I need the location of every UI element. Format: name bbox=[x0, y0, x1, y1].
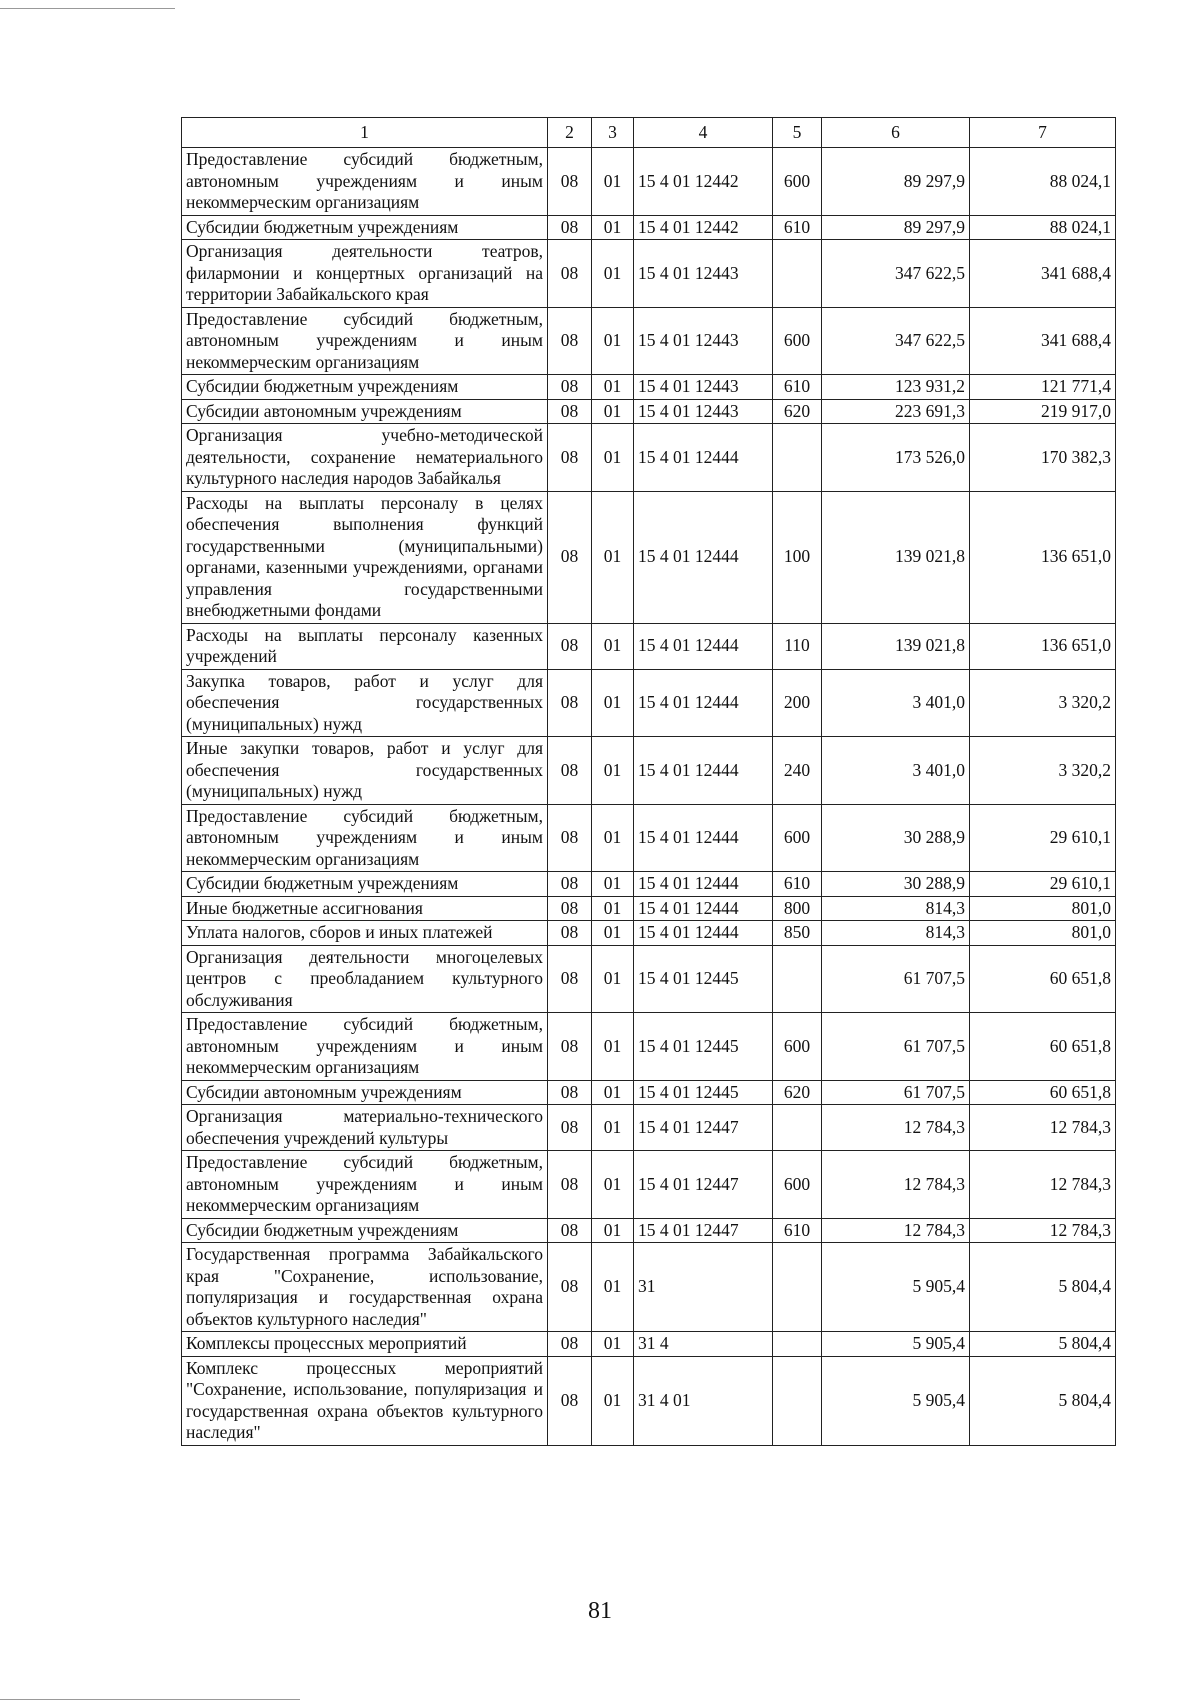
amount-year1-cell: 814,3 bbox=[822, 896, 970, 921]
table-row bbox=[182, 1080, 1116, 1105]
amount-year2-cell: 60 651,8 bbox=[970, 945, 1116, 1013]
amount-year2-cell: 12 784,3 bbox=[970, 1218, 1116, 1243]
amount-year2-cell: 3 320,2 bbox=[970, 737, 1116, 805]
section-code-cell: 08 bbox=[548, 1332, 592, 1357]
table-row bbox=[182, 669, 1116, 737]
amount-year2-cell: 60 651,8 bbox=[970, 1013, 1116, 1081]
table-row bbox=[182, 1218, 1116, 1243]
amount-year1-cell: 223 691,3 bbox=[822, 399, 970, 424]
subsection-code-cell: 01 bbox=[592, 804, 634, 872]
budget-table bbox=[181, 117, 1116, 1446]
section-code-cell: 08 bbox=[548, 1243, 592, 1332]
table-row bbox=[182, 945, 1116, 1013]
target-article-cell: 15 4 01 12444 bbox=[634, 424, 773, 492]
page-number: 81 bbox=[588, 1598, 612, 1624]
subsection-code-cell: 01 bbox=[592, 1080, 634, 1105]
section-code-cell: 08 bbox=[548, 1218, 592, 1243]
subsection-code-cell: 01 bbox=[592, 240, 634, 308]
expense-type-cell: 200 bbox=[773, 669, 822, 737]
table-row bbox=[182, 921, 1116, 946]
target-article-cell: 15 4 01 12444 bbox=[634, 737, 773, 805]
table-row bbox=[182, 896, 1116, 921]
table-row bbox=[182, 1013, 1116, 1081]
subsection-code-cell: 01 bbox=[592, 375, 634, 400]
row-name-cell: Предоставление субсидий бюджетным, автономным учреждениям и иным некоммерческим организациям bbox=[182, 1013, 548, 1081]
amount-year2-cell: 5 804,4 bbox=[970, 1243, 1116, 1332]
amount-year1-cell: 139 021,8 bbox=[822, 491, 970, 623]
amount-year2-cell: 341 688,4 bbox=[970, 307, 1116, 375]
row-name-cell: Предоставление субсидий бюджетным, автономным учреждениям и иным некоммерческим организациям bbox=[182, 1151, 548, 1219]
section-code-cell: 08 bbox=[548, 491, 592, 623]
subsection-code-cell: 01 bbox=[592, 623, 634, 669]
row-name-cell: Предоставление субсидий бюджетным, автономным учреждениям и иным некоммерческим организациям bbox=[182, 804, 548, 872]
expense-type-cell bbox=[773, 1332, 822, 1357]
subsection-code-cell: 01 bbox=[592, 491, 634, 623]
target-article-cell: 15 4 01 12445 bbox=[634, 945, 773, 1013]
section-code-cell: 08 bbox=[548, 1013, 592, 1081]
expense-type-cell bbox=[773, 1105, 822, 1151]
subsection-code-cell: 01 bbox=[592, 872, 634, 897]
subsection-code-cell: 01 bbox=[592, 148, 634, 216]
row-name-cell: Субсидии бюджетным учреждениям bbox=[182, 872, 548, 897]
amount-year1-cell: 12 784,3 bbox=[822, 1151, 970, 1219]
amount-year1-cell: 814,3 bbox=[822, 921, 970, 946]
row-name-cell: Расходы на выплаты персоналу в целях обеспечения выполнения функций государственными (муниципальными) органами, казенными учреждениями, органами управления государственными внебюджетными фондами bbox=[182, 491, 548, 623]
amount-year2-cell: 12 784,3 bbox=[970, 1105, 1116, 1151]
section-code-cell: 08 bbox=[548, 804, 592, 872]
expense-type-cell bbox=[773, 1243, 822, 1332]
row-name-cell: Иные бюджетные ассигнования bbox=[182, 896, 548, 921]
section-code-cell: 08 bbox=[548, 737, 592, 805]
expense-type-cell: 620 bbox=[773, 1080, 822, 1105]
subsection-code-cell: 01 bbox=[592, 215, 634, 240]
scan-edge-line bbox=[0, 1699, 300, 1700]
amount-year1-cell: 173 526,0 bbox=[822, 424, 970, 492]
expense-type-cell: 610 bbox=[773, 215, 822, 240]
amount-year1-cell: 61 707,5 bbox=[822, 945, 970, 1013]
expense-type-cell: 600 bbox=[773, 1013, 822, 1081]
row-name-cell: Государственная программа Забайкальского края "Сохранение, использование, популяризация и государственная охрана объектов культурного наследия" bbox=[182, 1243, 548, 1332]
expense-type-cell bbox=[773, 1356, 822, 1445]
expense-type-cell: 800 bbox=[773, 896, 822, 921]
table-row bbox=[182, 623, 1116, 669]
section-code-cell: 08 bbox=[548, 1151, 592, 1219]
header-cell-7: 7 bbox=[970, 118, 1116, 148]
amount-year1-cell: 61 707,5 bbox=[822, 1013, 970, 1081]
target-article-cell: 15 4 01 12447 bbox=[634, 1105, 773, 1151]
target-article-cell: 15 4 01 12444 bbox=[634, 872, 773, 897]
scan-edge-line bbox=[0, 8, 175, 9]
amount-year2-cell: 136 651,0 bbox=[970, 623, 1116, 669]
table-row bbox=[182, 399, 1116, 424]
amount-year1-cell: 12 784,3 bbox=[822, 1218, 970, 1243]
subsection-code-cell: 01 bbox=[592, 1151, 634, 1219]
amount-year1-cell: 347 622,5 bbox=[822, 307, 970, 375]
section-code-cell: 08 bbox=[548, 240, 592, 308]
header-cell-1: 1 bbox=[182, 118, 548, 148]
subsection-code-cell: 01 bbox=[592, 1332, 634, 1357]
target-article-cell: 15 4 01 12442 bbox=[634, 215, 773, 240]
row-name-cell: Субсидии автономным учреждениям bbox=[182, 399, 548, 424]
row-name-cell: Субсидии бюджетным учреждениям bbox=[182, 215, 548, 240]
table-row bbox=[182, 1332, 1116, 1357]
subsection-code-cell: 01 bbox=[592, 945, 634, 1013]
section-code-cell: 08 bbox=[548, 148, 592, 216]
subsection-code-cell: 01 bbox=[592, 424, 634, 492]
section-code-cell: 08 bbox=[548, 921, 592, 946]
subsection-code-cell: 01 bbox=[592, 1218, 634, 1243]
table-row bbox=[182, 148, 1116, 216]
row-name-cell: Организация материально-технического обеспечения учреждений культуры bbox=[182, 1105, 548, 1151]
amount-year1-cell: 3 401,0 bbox=[822, 737, 970, 805]
subsection-code-cell: 01 bbox=[592, 307, 634, 375]
table-row bbox=[182, 1356, 1116, 1445]
amount-year2-cell: 88 024,1 bbox=[970, 148, 1116, 216]
target-article-cell: 31 4 bbox=[634, 1332, 773, 1357]
table-row bbox=[182, 240, 1116, 308]
expense-type-cell: 110 bbox=[773, 623, 822, 669]
header-cell-4: 4 bbox=[634, 118, 773, 148]
section-code-cell: 08 bbox=[548, 215, 592, 240]
amount-year2-cell: 88 024,1 bbox=[970, 215, 1116, 240]
amount-year1-cell: 89 297,9 bbox=[822, 215, 970, 240]
table-header-row bbox=[182, 118, 1116, 148]
amount-year2-cell: 801,0 bbox=[970, 921, 1116, 946]
row-name-cell: Субсидии бюджетным учреждениям bbox=[182, 1218, 548, 1243]
section-code-cell: 08 bbox=[548, 1105, 592, 1151]
subsection-code-cell: 01 bbox=[592, 1356, 634, 1445]
header-cell-5: 5 bbox=[773, 118, 822, 148]
target-article-cell: 15 4 01 12444 bbox=[634, 921, 773, 946]
subsection-code-cell: 01 bbox=[592, 737, 634, 805]
section-code-cell: 08 bbox=[548, 669, 592, 737]
target-article-cell: 15 4 01 12444 bbox=[634, 896, 773, 921]
amount-year1-cell: 5 905,4 bbox=[822, 1243, 970, 1332]
target-article-cell: 15 4 01 12443 bbox=[634, 307, 773, 375]
amount-year1-cell: 3 401,0 bbox=[822, 669, 970, 737]
section-code-cell: 08 bbox=[548, 1080, 592, 1105]
row-name-cell: Уплата налогов, сборов и иных платежей bbox=[182, 921, 548, 946]
subsection-code-cell: 01 bbox=[592, 399, 634, 424]
expense-type-cell bbox=[773, 240, 822, 308]
amount-year1-cell: 89 297,9 bbox=[822, 148, 970, 216]
expense-type-cell: 100 bbox=[773, 491, 822, 623]
expense-type-cell: 600 bbox=[773, 804, 822, 872]
table-row bbox=[182, 1243, 1116, 1332]
amount-year1-cell: 30 288,9 bbox=[822, 804, 970, 872]
subsection-code-cell: 01 bbox=[592, 669, 634, 737]
section-code-cell: 08 bbox=[548, 896, 592, 921]
expense-type-cell bbox=[773, 424, 822, 492]
amount-year1-cell: 347 622,5 bbox=[822, 240, 970, 308]
row-name-cell: Расходы на выплаты персоналу казенных учреждений bbox=[182, 623, 548, 669]
table-row bbox=[182, 804, 1116, 872]
amount-year2-cell: 341 688,4 bbox=[970, 240, 1116, 308]
row-name-cell: Закупка товаров, работ и услуг для обеспечения государственных (муниципальных) нужд bbox=[182, 669, 548, 737]
target-article-cell: 15 4 01 12445 bbox=[634, 1080, 773, 1105]
amount-year1-cell: 12 784,3 bbox=[822, 1105, 970, 1151]
section-code-cell: 08 bbox=[548, 945, 592, 1013]
header-cell-3: 3 bbox=[592, 118, 634, 148]
row-name-cell: Организация деятельности театров, филармонии и концертных организаций на территории Забайкальского края bbox=[182, 240, 548, 308]
expense-type-cell: 620 bbox=[773, 399, 822, 424]
table-row bbox=[182, 1151, 1116, 1219]
amount-year2-cell: 5 804,4 bbox=[970, 1332, 1116, 1357]
amount-year2-cell: 29 610,1 bbox=[970, 872, 1116, 897]
section-code-cell: 08 bbox=[548, 399, 592, 424]
target-article-cell: 15 4 01 12447 bbox=[634, 1151, 773, 1219]
row-name-cell: Организация деятельности многоцелевых центров с преобладанием культурного обслуживания bbox=[182, 945, 548, 1013]
amount-year2-cell: 12 784,3 bbox=[970, 1151, 1116, 1219]
expense-type-cell: 600 bbox=[773, 148, 822, 216]
subsection-code-cell: 01 bbox=[592, 1243, 634, 1332]
amount-year1-cell: 139 021,8 bbox=[822, 623, 970, 669]
amount-year2-cell: 801,0 bbox=[970, 896, 1116, 921]
amount-year1-cell: 61 707,5 bbox=[822, 1080, 970, 1105]
subsection-code-cell: 01 bbox=[592, 1013, 634, 1081]
header-cell-6: 6 bbox=[822, 118, 970, 148]
section-code-cell: 08 bbox=[548, 375, 592, 400]
target-article-cell: 15 4 01 12444 bbox=[634, 804, 773, 872]
expense-type-cell: 610 bbox=[773, 375, 822, 400]
row-name-cell: Субсидии бюджетным учреждениям bbox=[182, 375, 548, 400]
target-article-cell: 15 4 01 12444 bbox=[634, 669, 773, 737]
row-name-cell: Комплексы процессных мероприятий bbox=[182, 1332, 548, 1357]
target-article-cell: 15 4 01 12443 bbox=[634, 375, 773, 400]
amount-year2-cell: 5 804,4 bbox=[970, 1356, 1116, 1445]
table-row bbox=[182, 872, 1116, 897]
target-article-cell: 31 4 01 bbox=[634, 1356, 773, 1445]
expense-type-cell: 600 bbox=[773, 1151, 822, 1219]
expense-type-cell: 850 bbox=[773, 921, 822, 946]
table-row bbox=[182, 307, 1116, 375]
amount-year2-cell: 219 917,0 bbox=[970, 399, 1116, 424]
expense-type-cell: 600 bbox=[773, 307, 822, 375]
row-name-cell: Субсидии автономным учреждениям bbox=[182, 1080, 548, 1105]
target-article-cell: 15 4 01 12444 bbox=[634, 491, 773, 623]
table-row bbox=[182, 215, 1116, 240]
amount-year1-cell: 30 288,9 bbox=[822, 872, 970, 897]
amount-year2-cell: 136 651,0 bbox=[970, 491, 1116, 623]
row-name-cell: Иные закупки товаров, работ и услуг для обеспечения государственных (муниципальных) нужд bbox=[182, 737, 548, 805]
section-code-cell: 08 bbox=[548, 1356, 592, 1445]
amount-year2-cell: 121 771,4 bbox=[970, 375, 1116, 400]
expense-type-cell bbox=[773, 945, 822, 1013]
section-code-cell: 08 bbox=[548, 623, 592, 669]
section-code-cell: 08 bbox=[548, 424, 592, 492]
target-article-cell: 15 4 01 12443 bbox=[634, 399, 773, 424]
table-row bbox=[182, 1105, 1116, 1151]
table-row bbox=[182, 424, 1116, 492]
amount-year1-cell: 5 905,4 bbox=[822, 1356, 970, 1445]
amount-year1-cell: 5 905,4 bbox=[822, 1332, 970, 1357]
section-code-cell: 08 bbox=[548, 872, 592, 897]
target-article-cell: 31 bbox=[634, 1243, 773, 1332]
subsection-code-cell: 01 bbox=[592, 921, 634, 946]
amount-year2-cell: 29 610,1 bbox=[970, 804, 1116, 872]
row-name-cell: Предоставление субсидий бюджетным, автономным учреждениям и иным некоммерческим организациям bbox=[182, 148, 548, 216]
expense-type-cell: 610 bbox=[773, 872, 822, 897]
row-name-cell: Организация учебно-методической деятельности, сохранение нематериального культурного наследия народов Забайкалья bbox=[182, 424, 548, 492]
target-article-cell: 15 4 01 12447 bbox=[634, 1218, 773, 1243]
amount-year2-cell: 60 651,8 bbox=[970, 1080, 1116, 1105]
target-article-cell: 15 4 01 12443 bbox=[634, 240, 773, 308]
expense-type-cell: 610 bbox=[773, 1218, 822, 1243]
target-article-cell: 15 4 01 12444 bbox=[634, 623, 773, 669]
subsection-code-cell: 01 bbox=[592, 1105, 634, 1151]
table-row bbox=[182, 375, 1116, 400]
subsection-code-cell: 01 bbox=[592, 896, 634, 921]
header-cell-2: 2 bbox=[548, 118, 592, 148]
target-article-cell: 15 4 01 12442 bbox=[634, 148, 773, 216]
target-article-cell: 15 4 01 12445 bbox=[634, 1013, 773, 1081]
amount-year1-cell: 123 931,2 bbox=[822, 375, 970, 400]
row-name-cell: Комплекс процессных мероприятий "Сохранение, использование, популяризация и государственная охрана объектов культурного наследия" bbox=[182, 1356, 548, 1445]
row-name-cell: Предоставление субсидий бюджетным, автономным учреждениям и иным некоммерческим организациям bbox=[182, 307, 548, 375]
table-body bbox=[182, 148, 1116, 1446]
expense-type-cell: 240 bbox=[773, 737, 822, 805]
table-row bbox=[182, 737, 1116, 805]
amount-year2-cell: 3 320,2 bbox=[970, 669, 1116, 737]
amount-year2-cell: 170 382,3 bbox=[970, 424, 1116, 492]
table-row bbox=[182, 491, 1116, 623]
section-code-cell: 08 bbox=[548, 307, 592, 375]
